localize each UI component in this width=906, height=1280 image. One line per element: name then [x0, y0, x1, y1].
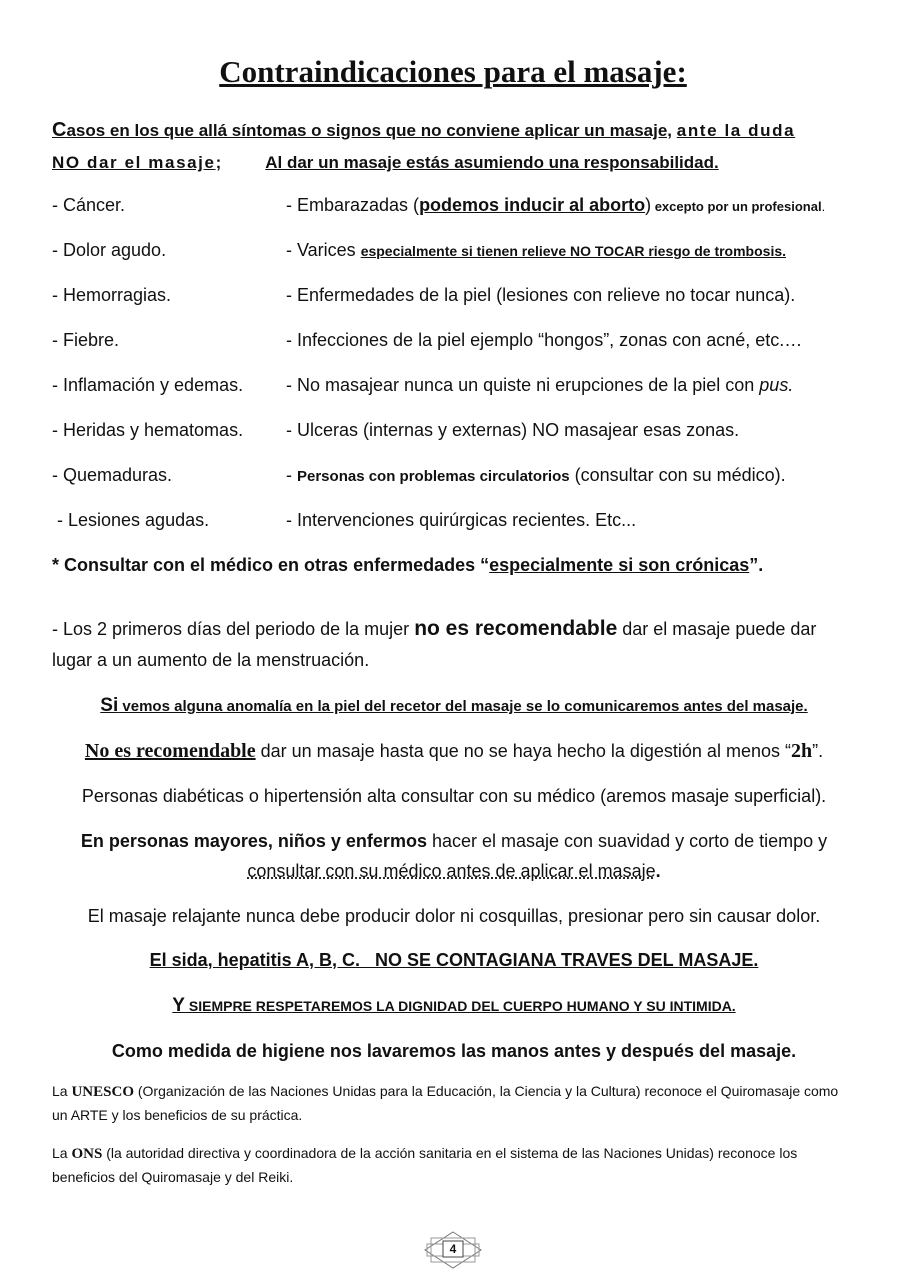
list-item	[52, 460, 872, 505]
list-item-left: - Lesiones agudas.	[52, 510, 210, 530]
intro-initial: C	[52, 119, 67, 141]
list-item-right: - Infecciones de la piel ejemplo “hongos”, zonas con acné, etc.…	[286, 330, 803, 350]
list-item	[52, 235, 872, 280]
period-paragraph: - Los 2 primeros días del periodo de la mujer no es recomendable dar el masaje puede dar lugar a un aumento de la menstruación.	[52, 617, 817, 670]
list-item-left: - Dolor agudo.	[52, 240, 167, 260]
relaxing-massage-note: El masaje relajante nunca debe producir dolor ni cosquillas, presionar pero sin causar dolor.	[87, 906, 821, 926]
intro-line	[52, 121, 672, 140]
intro-spaced-2: NO dar el masaje	[52, 153, 216, 172]
dignity-note: Y SIEMPRE RESPETAREMOS LA DIGNIDAD DEL CUERPO HUMANO Y SU INTIMIDA.	[172, 995, 736, 1016]
elderly-note: En personas mayores, niños y enfermos hacer el masaje con suavidad y corto de tiempo y consultar con su médico antes de aplicar el masaje.	[80, 831, 828, 881]
list-item-left: - Cáncer.	[52, 195, 126, 215]
list-item-left: - Quemaduras.	[52, 465, 173, 485]
unesco-paragraph: La UNESCO (Organización de las Naciones Unidas para la Educación, la Ciencia y la Cultura) reconoce el Quiromasaje como un ARTE y los beneficios de su práctica.	[52, 1083, 839, 1123]
list-item-right: - Personas con problemas circulatorios (consultar con su médico).	[286, 465, 786, 485]
list-item-right: - No masajear nunca un quiste ni erupciones de la piel con pus.	[286, 375, 794, 395]
intro-text-2: Al dar un masaje estás asumiendo una responsabilidad.	[265, 153, 719, 172]
intro-spaced-1: ante la duda	[676, 121, 796, 140]
intro-paragraph	[52, 114, 852, 179]
list-item-right: - Varices especialmente si tienen relieve NO TOCAR riesgo de trombosis.	[286, 240, 787, 260]
list-item-right: - Intervenciones quirúrgicas recientes. Etc...	[286, 510, 637, 530]
consult-note: * Consultar con el médico en otras enfermedades “especialmente si son crónicas”.	[52, 555, 764, 575]
page-title: Contraindicaciones para el masaje:	[219, 54, 687, 89]
ons-paragraph: La ONS (la autoridad directiva y coordinadora de la acción sanitaria en el sistema de las Naciones Unidas) reconoce los beneficios del Quiromasaje y del Reiki.	[52, 1145, 798, 1185]
list-item	[52, 505, 872, 550]
intro-text-1: asos en los que allá síntomas o signos que no conviene aplicar un masaje,	[66, 121, 673, 140]
list-item-left: - Hemorragias.	[52, 285, 172, 305]
list-item	[52, 190, 872, 235]
contagion-note: El sida, hepatitis A, B, C. NO SE CONTAGIANA TRAVES DEL MASAJE.	[149, 950, 759, 970]
list-item-left: - Fiebre.	[52, 330, 120, 350]
hygiene-note: Como medida de higiene nos lavaremos las manos antes y después del masaje.	[111, 1041, 797, 1061]
list-item-left: - Heridas y hematomas.	[52, 420, 244, 440]
list-item-left: - Inflamación y edemas.	[52, 375, 244, 395]
list-item-right: - Enfermedades de la piel (lesiones con relieve no tocar nunca).	[286, 285, 796, 305]
list-item	[52, 325, 872, 370]
list-item-right: - Embarazadas (podemos inducir al aborto) excepto por un profesional.	[286, 195, 826, 215]
list-item	[52, 415, 872, 460]
diabetes-note: Personas diabéticas o hipertensión alta consultar con su médico (aremos masaje superficial).	[81, 786, 827, 806]
list-item	[52, 280, 872, 325]
page-number-badge	[423, 1230, 483, 1270]
contraindication-list	[52, 190, 872, 550]
list-item-right: - Ulceras (internas y externas) NO masajear esas zonas.	[286, 420, 740, 440]
list-item	[52, 370, 872, 415]
digestion-note: No es recomendable dar un masaje hasta que no se haya hecho la digestión al menos “2h”.	[84, 740, 824, 762]
page-number: 4	[449, 1242, 457, 1256]
skin-anomaly-note: Si vemos alguna anomalía en la piel del recetor del masaje se lo comunicaremos antes del masaje.	[100, 695, 808, 716]
intro-semicolon: ;	[215, 153, 222, 172]
